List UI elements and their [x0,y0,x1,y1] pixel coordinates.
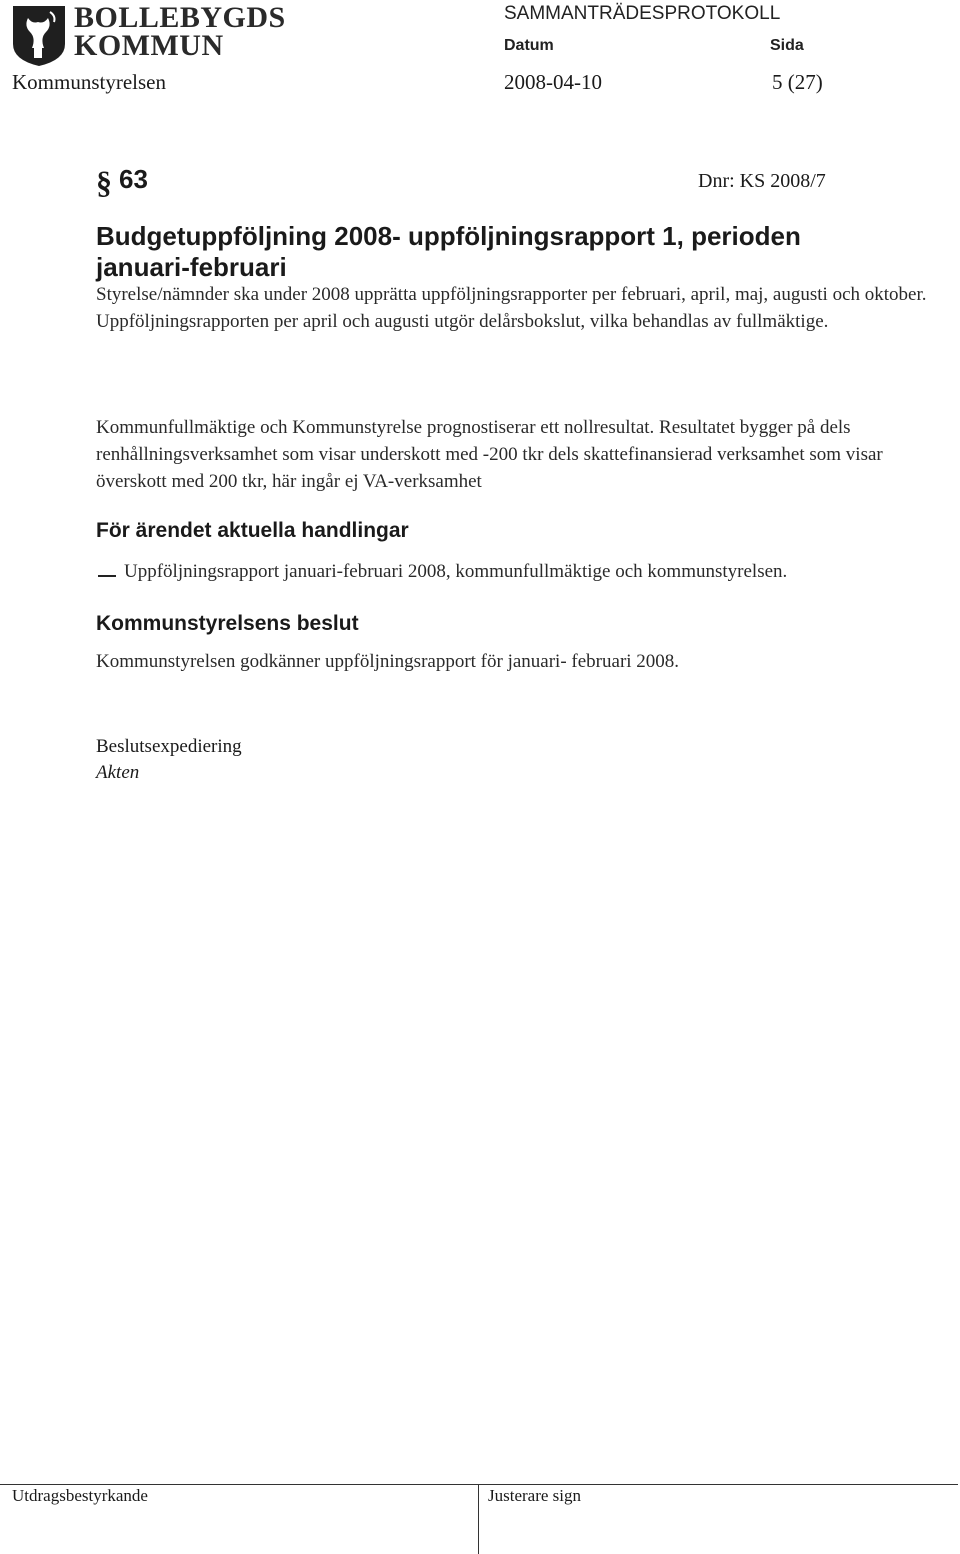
logo-wordmark-line2: KOMMUN [74,29,224,62]
extract-certification-label: Utdragsbestyrkande [12,1486,148,1505]
dash-bullet-icon [98,575,116,577]
municipality-emblem-icon [10,4,68,68]
document-type: SAMMANTRÄDESPROTOKOLL [504,3,781,24]
document-list-item: Uppföljningsrapport januari-februari 2008, kommunfullmäktige och kommunstyrelsen. [124,561,788,582]
body-paragraph: Styrelse/nämnder ska under 2008 upprätta uppföljningsrapporter per februari, april, maj, augusti och oktober. Uppföljningsrapporten per april och augusti utgör delårsbokslut, vilka behandlas av fullmäktige. [96,284,927,332]
date-label: Datum [504,37,554,54]
page-label: Sida [770,37,804,54]
committee-name: Kommunstyrelsen [12,70,166,94]
decision-heading: Kommunstyrelsens beslut [96,612,359,635]
logo-wordmark-line1: BOLLEBYGDS [74,1,286,34]
dispatch-label: Beslutsexpediering [96,736,242,757]
adjuster-signature-label: Justerare sign [488,1486,582,1505]
meeting-date: 2008-04-10 [504,70,602,94]
footer-divider [478,1484,479,1554]
decision-text: Kommunstyrelsen godkänner uppföljningsrapport för januari- februari 2008. [96,651,680,672]
item-heading: Budgetuppföljning 2008- uppföljningsrapport 1, perioden januari-februari [96,221,801,282]
paragraph-sign: § [96,164,112,200]
footer-rule [0,1484,958,1485]
documents-heading: För ärendet aktuella handlingar [96,519,409,542]
page-number: 5 (27) [772,70,823,94]
body-paragraph: Kommunfullmäktige och Kommunstyrelse prognostiserar ett nollresultat. Resultatet bygger på dels renhållningsverksamhet som visar underskott med -200 tkr dels skattefinansierad verksamhet som visar överskott med 200 tkr, här ingår ej VA-verksamhet [96,417,883,492]
registration-number: Dnr: KS 2008/7 [698,170,826,192]
paragraph-number: 63 [119,164,148,194]
dispatch-recipient: Akten [96,762,140,783]
